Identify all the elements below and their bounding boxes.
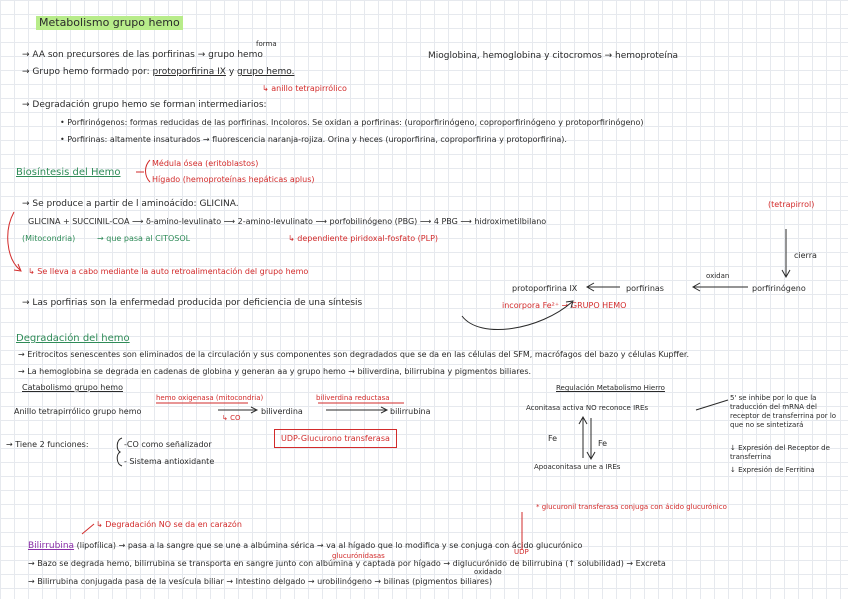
reg-fe-left: Fe: [548, 434, 558, 443]
intro-anillo-note: ↳ anillo tetrapirrólico: [262, 84, 347, 93]
deg-enzyme-hemo-oxigenasa: hemo oxigenasa (mitocondria): [156, 394, 264, 402]
deg-co-text: CO: [230, 414, 241, 422]
deg-function-senalizador: -CO como señalizador: [124, 440, 212, 449]
reg-title: Regulación Metabolismo Hierro: [556, 384, 665, 392]
bio-cierra: cierra: [794, 251, 817, 260]
bio-title: Biosíntesis del Hemo: [16, 167, 121, 178]
deg-line-2: → La hemoglobina se degrada en cadenas de globina y generan aa y grupo hemo → biliverdina, bilirrubina y pigmentos biliares.: [18, 367, 532, 376]
bio-plp: ↳ dependiente piridoxal-fosfato (PLP): [288, 234, 439, 243]
bio-protoporfirina: protoporfirina IX: [512, 284, 578, 293]
intro-side-line: Mioglobina, hemoglobina y citocromos → hemoproteína: [428, 51, 679, 61]
bio-porfirias: → Las porfirias son la enfermedad producida por deficiencia de una síntesis: [22, 298, 363, 308]
bio-oxidan: oxidan: [706, 272, 730, 280]
reg-aconitasa: Aconitasa activa NO reconoce IREs: [526, 404, 649, 412]
bio-glicina-text: Se produce a partir de l aminoácido: GLICINA.: [32, 199, 239, 209]
bio-feedback: ↳ Se lleva a cabo mediante la auto retroalimentación del grupo hemo: [28, 267, 309, 276]
bil-line-2: → Bazo se degrada hemo, bilirrubina se transporta en sangre junto con albúmina y captada por hígado → diglucurónido de bilirrubina (↑ solubilidad) → Excreta: [28, 559, 666, 568]
intro-formed-by: Grupo hemo formado por:: [32, 67, 150, 77]
bil-oxidado: oxidado: [474, 568, 502, 576]
deg-function-antioxidante: - Sistema antioxidante: [124, 457, 215, 466]
deg-eritrocitos: Eritrocitos senescentes son eliminados de la circulación y sus componentes son degradados que se da en las células del SFM, macrófagos del bazo y células Kupffer.: [27, 350, 690, 359]
deg-anillo: Anillo tetrapirrólico grupo hemo: [14, 407, 142, 416]
deg-co-release: ↳ CO: [222, 414, 241, 422]
bil-udp: UDP: [514, 548, 529, 556]
intro-hemoproteina: hemoproteína: [615, 51, 679, 61]
reg-glucuronil-note: * glucuronil transferasa conjuga con ácido glucurónico: [536, 503, 727, 511]
deg-hemoglobina: La hemoglobina se degrada en cadenas de globina y generan aa y grupo hemo → biliverdina, bilirrubina y pigmentos biliares.: [27, 367, 532, 376]
bio-synthesis-chain: GLICINA + SUCCINIL-COA ⟶ δ-amino-levulinato ⟶ 2-amino-levulinato ⟶ porfobilinógeno (PBG) ⟶ 4 PBG ⟶ hidroximetilbilano: [28, 217, 547, 226]
intro-forma-label: forma: [256, 40, 277, 48]
bio-line-glicina: → Se produce a partir de l aminoácido: GLICINA.: [22, 199, 239, 209]
deg-line-1: → Eritrocitos senescentes son eliminados de la circulación y sus componentes son degradados que se da en las células del SFM, macrófagos del bazo y células Kupffer.: [18, 350, 690, 359]
bil-label: Bilirrubina: [28, 541, 75, 551]
bio-site-higado: Hígado (hemoproteínas hepáticas aplus): [152, 175, 315, 184]
intro-precursors: AA son precursores de las porfirinas: [32, 50, 195, 60]
deg-title: Degradación del hemo: [16, 333, 130, 344]
bil-lipofilica: (lipofílica) → pasa a la sangre que se une a albúmina sérica → va al hígado que lo modifica y se conjuga con ácido glucurónico: [76, 541, 583, 550]
bil-no-corazon: ↳ Degradación NO se da en carazón: [96, 520, 242, 529]
reg-note-ferritina: ↓ Expresión de Ferritina: [730, 466, 815, 474]
reg-note-receptor: ↓ Expresión del Receptor de transferrina: [730, 444, 830, 461]
bio-incorpora-fe: incorpora Fe²⁺ → GRUPO HEMO: [502, 301, 627, 310]
bio-porfirinogeno: porfirinógeno: [752, 284, 806, 293]
intro-line-1: → AA son precursores de las porfirinas → grupo hemo: [22, 50, 263, 60]
intro-degradation: Degradación grupo hemo se forman intermediarios:: [32, 100, 267, 110]
intro-bullet-porfirinogenos: • Porfirinógenos: formas reducidas de las porfirinas. Incoloros. Se oxidan a porfirinas: (uroporfirinógeno, coproporfirinógeno y protoporfirinógeno): [60, 118, 644, 127]
intro-bullet-porfirinas: • Porfirinas: altamente insaturados → fluorescencia naranja-rojiza. Orina y heces (uroporfirina, coproporfirina y protoporfirina).: [60, 135, 567, 144]
bio-mitocondria: (Mitocondria): [22, 234, 76, 243]
deg-bilirrubina: bilirrubina: [390, 407, 431, 416]
intro-line-2: → Grupo hemo formado por: protoporfirina IX y grupo hemo.: [22, 67, 295, 77]
bio-citosol: → que pasa al CITOSOL: [97, 234, 191, 243]
bil-glucuronidasas: glucurónidasas: [332, 552, 385, 560]
intro-grupo-hemo-2: grupo hemo.: [237, 67, 295, 77]
bio-tetrapirrol: (tetrapirrol): [768, 200, 815, 209]
bio-porfirinas: porfirinas: [626, 284, 664, 293]
bio-feedback-text: Se lleva a cabo mediante la auto retroalimentación del grupo hemo: [37, 267, 309, 276]
deg-two-functions: → Tiene 2 funciones:: [6, 440, 89, 449]
reg-note-5prime: 5' se inhibe por lo que la traducción del mRNA del receptor de transferrina por lo que no se sintetizará: [730, 394, 837, 429]
intro-grupo-hemo: grupo hemo: [208, 50, 263, 60]
deg-udp-box: UDP-Glucurono transferasa: [274, 429, 397, 448]
intro-y: y: [228, 67, 235, 77]
page-title: Metabolismo grupo hemo: [36, 16, 183, 30]
deg-biliverdina: biliverdina: [261, 407, 303, 416]
deg-two-functions-text: Tiene 2 funciones:: [15, 440, 89, 449]
intro-anillo-text: anillo tetrapirrólico: [271, 84, 347, 93]
reg-fe-right: Fe: [598, 439, 608, 448]
bil-line-1: [28, 540, 582, 552]
bil-no-corazon-text: Degradación NO se da en carazón: [105, 520, 242, 529]
deg-catabolismo: Catabolismo grupo hemo: [22, 383, 123, 392]
reg-apoaconitasa: Apoaconitasa une a IREs: [534, 463, 621, 471]
bio-porfirias-text: Las porfirias son la enfermedad producida por deficiencia de una síntesis: [32, 298, 363, 308]
intro-hemoproteins: Mioglobina, hemoglobina y citocromos: [428, 51, 602, 61]
bil-line-3: → Bilirrubina conjugada pasa de la vesícula biliar → Intestino delgado → urobilinógeno → bilinas (pigmentos biliares): [28, 577, 493, 586]
bio-site-medula: Médula ósea (eritoblastos): [152, 159, 259, 168]
intro-protoporfirina: protoporfirina IX: [152, 67, 226, 77]
deg-enzyme-biliverdina-reductasa: biliverdina reductasa: [316, 394, 390, 402]
intro-line-3: → Degradación grupo hemo se forman intermediarios:: [22, 100, 267, 110]
